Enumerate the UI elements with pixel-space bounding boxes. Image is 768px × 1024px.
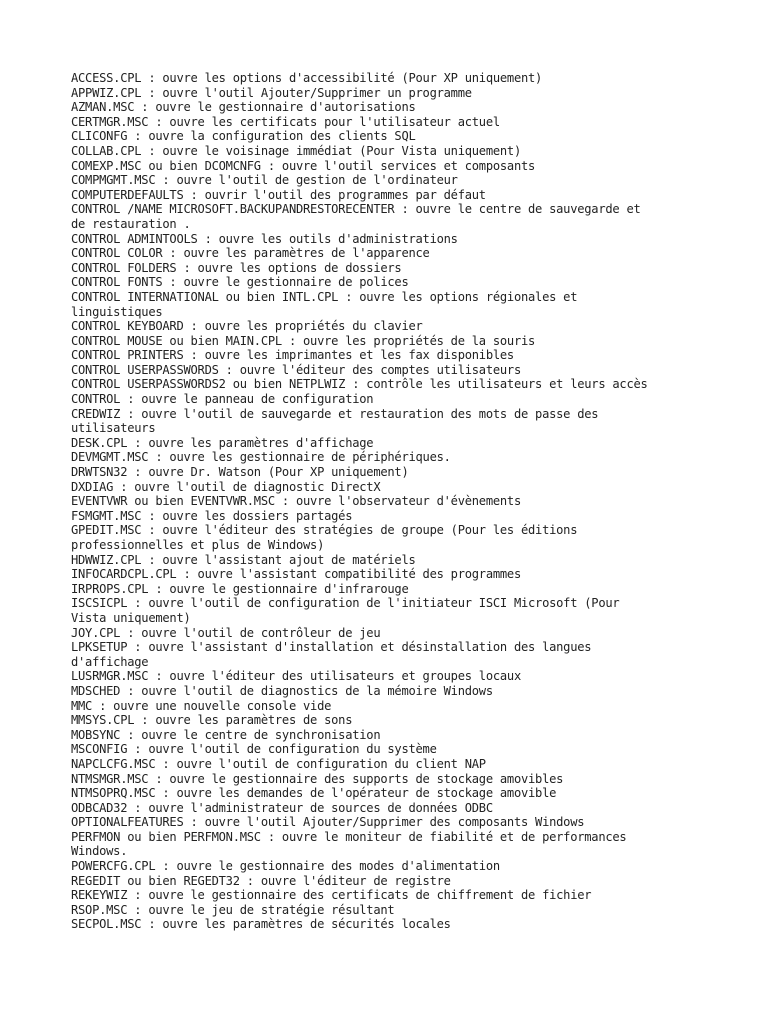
text-line: LPKSETUP : ouvre l'assistant d'installation et désinstallation des langues [71,640,592,655]
text-line: de restauration . [71,216,191,231]
text-line: COLLAB.CPL : ouvre le voisinage immédiat (Pour Vista uniquement) [71,143,521,158]
text-line: MOBSYNC : ouvre le centre de synchronisation [71,727,381,742]
text-line: CONTROL : ouvre le panneau de configuration [71,392,374,407]
text-line: CONTROL ADMINTOOLS : ouvre les outils d'administrations [71,231,458,246]
text-line: CONTROL MOUSE ou bien MAIN.CPL : ouvre les propriétés de la souris [71,333,536,348]
text-line: MDSCHED : ouvre l'outil de diagnostics de la mémoire Windows [71,683,493,698]
text-line: REGEDIT ou bien REGEDT32 : ouvre l'éditeur de registre [71,873,451,888]
text-line: HDWWIZ.CPL : ouvre l'assistant ajout de matériels [71,552,416,567]
text-line: DXDIAG : ouvre l'outil de diagnostic DirectX [71,479,381,494]
text-line: FSMGMT.MSC : ouvre les dossiers partagés [71,508,353,523]
text-line: utilisateurs [71,421,156,436]
text-line: DEVMGMT.MSC : ouvre les gestionnaire de périphériques. [71,450,451,465]
text-line: CONTROL FONTS : ouvre le gestionnaire de polices [71,275,409,290]
text-line: ACCESS.CPL : ouvre les options d'accessibilité (Pour XP uniquement) [71,71,543,85]
text-line: POWERCFG.CPL : ouvre le gestionnaire des modes d'alimentation [71,859,500,874]
text-line: COMEXP.MSC ou bien DCOMCNFG : ouvre l'outil services et composants [71,158,536,173]
text-line: PERFMON ou bien PERFMON.MSC : ouvre le moniteur de fiabilité et de performances [71,829,627,844]
text-line: CONTROL KEYBOARD : ouvre les propriétés du clavier [71,319,423,334]
text-line: REKEYWIZ : ouvre le gestionnaire des certificats de chiffrement de fichier [71,888,592,903]
text-line: CLICONFG : ouvre la configuration des clients SQL [71,129,416,144]
text-line: EVENTVWR ou bien EVENTVWR.MSC : ouvre l'observateur d'évènements [71,494,521,509]
text-line: Windows. [71,844,128,859]
text-line: MSCONFIG : ouvre l'outil de configuration du système [71,742,437,757]
text-line: NTMSOPRQ.MSC : ouvre les demandes de l'opérateur de stockage amovible [71,786,557,801]
text-line: IRPROPS.CPL : ouvre le gestionnaire d'infrarouge [71,581,409,596]
text-line: MMSYS.CPL : ouvre les paramètres de sons [71,713,353,728]
text-line: CERTMGR.MSC : ouvre les certificats pour l'utilisateur actuel [71,114,500,129]
text-line: LUSRMGR.MSC : ouvre l'éditeur des utilisateurs et groupes locaux [71,669,521,684]
text-line: professionnelles et plus de Windows) [71,538,325,552]
text-line: NTMSMGR.MSC : ouvre le gestionnaire des supports de stockage amovibles [71,771,564,786]
text-line: SECPOL.MSC : ouvre les paramètres de sécurités locales [71,917,451,932]
text-line: GPEDIT.MSC : ouvre l'éditeur des stratégies de groupe (Pour les éditions [71,523,578,538]
text-line: CONTROL USERPASSWORDS2 ou bien NETPLWIZ : contrôle les utilisateurs et leurs accès [71,377,648,392]
text-line: CONTROL /NAME MICROSOFT.BACKUPANDRESTORECENTER : ouvre le centre de sauvegarde et [71,202,641,217]
text-line: NAPCLCFG.MSC : ouvre l'outil de configuration du client NAP [71,756,486,771]
text-line: linguistiques [71,304,163,319]
text-line: COMPUTERDEFAULTS : ouvrir l'outil des programmes par défaut [71,187,486,202]
text-line: MMC : ouvre une nouvelle console vide [71,698,332,713]
text-line: INFOCARDCPL.CPL : ouvre l'assistant compatibilité des programmes [71,567,521,582]
text-line: CONTROL FOLDERS : ouvre les options de dossiers [71,260,402,275]
text-line: CONTROL INTERNATIONAL ou bien INTL.CPL : ouvre les options régionales et [71,289,578,304]
text-line: CONTROL COLOR : ouvre les paramètres de l'apparence [71,246,430,261]
text-line: JOY.CPL : ouvre l'outil de contrôleur de jeu [71,625,381,640]
text-line: AZMAN.MSC : ouvre le gestionnaire d'autorisations [71,100,416,115]
text-line: DESK.CPL : ouvre les paramètres d'affichage [71,435,374,450]
text-line: ODBCAD32 : ouvre l'administrateur de sources de données ODBC [71,800,493,815]
text-line: DRWTSN32 : ouvre Dr. Watson (Pour XP uniquement) [71,465,409,480]
text-line: CONTROL USERPASSWORDS : ouvre l'éditeur des comptes utilisateurs [71,362,521,377]
text-line: d'affichage [71,654,149,669]
text-line: ISCSICPL : ouvre l'outil de configuration de l'initiateur ISCI Microsoft (Pour [71,596,620,611]
text-line: OPTIONALFEATURES : ouvre l'outil Ajouter/Supprimer des composants Windows [71,815,585,830]
text-line: Vista uniquement) [71,610,191,625]
text-line: CREDWIZ : ouvre l'outil de sauvegarde et restauration des mots de passe des [71,406,599,421]
text-line: CONTROL PRINTERS : ouvre les imprimantes et les fax disponibles [71,348,514,363]
document-page [71,71,711,932]
text-line: APPWIZ.CPL : ouvre l'outil Ajouter/Supprimer un programme [71,85,472,100]
text-line: COMPMGMT.MSC : ouvre l'outil de gestion de l'ordinateur [71,173,458,188]
text-line: RSOP.MSC : ouvre le jeu de stratégie résultant [71,902,395,917]
